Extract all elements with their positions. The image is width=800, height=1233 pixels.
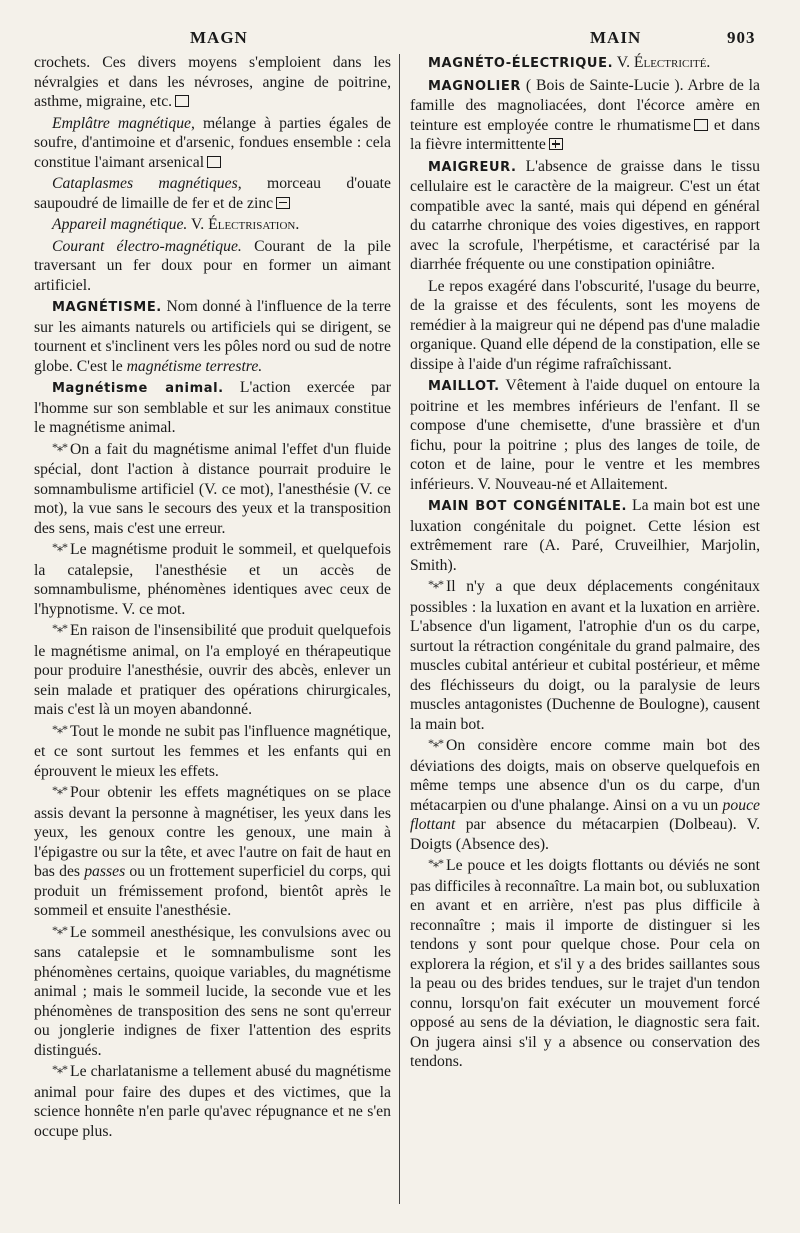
entry: MAIN BOT CONGÉNITALE. La main bot est une luxation congénitale du poignet. Cette lésion est extrêmement rare (A. Paré, Cruveilhier, Marjolin, Smith). (410, 497, 760, 574)
term: Appareil magnétique. (52, 216, 188, 233)
paragraph: Courant électro-magnétique. Courant de la pile traversant un fer doux pour en former un aimant artificiel. (34, 237, 391, 294)
entry: MAIGREUR. L'absence de graisse dans le tissu cellulaire est le caractère de la maigreur. C'est un état compatible avec la santé, mais qui dépend en général du catarrhe chronique des voies digestives, en rapport avec la scrofule, l'herpétisme, et caractérisé par la diarrhée fréquente ou une constipation opiniâtre. (410, 157, 760, 273)
right-running-title: MAIN (590, 28, 642, 47)
running-header (30, 28, 770, 52)
paragraph: *⁎* Tout le monde ne subit pas l'influence magnétique, et ce sont surtout les femmes et les enfants qui en éprouvent le mieux les effets. (34, 721, 391, 780)
paragraph: *⁎* Pour obtenir les effets magnétiques on se place assis devant la personne à magnétiser, les yeux dans les yeux, les genoux contre les genoux, une main à l'épigastre ou sur la tête, et avec l'autre on fait de haut en bas des passes ou un frottement superficiel du corps, qui produit un frémissement profond, bientôt après le sommeil et ensuite l'anesthésie. (34, 783, 392, 919)
asterism-icon: *⁎* (428, 577, 443, 591)
asterism-icon: *⁎* (428, 856, 443, 870)
left-running-title: MAGN (190, 28, 248, 47)
asterism-icon: *⁎* (52, 783, 67, 797)
asterism-icon: *⁎* (52, 922, 67, 937)
paragraph: *⁎* En raison de l'insensibilité que produit quelquefois le magnétisme animal, on l'a employé en thérapeutique pour produire l'anesthésie, ouvrir des abcès, enlever un sein malade et pratiquer des opérations chirurgicales, mais c'est là un moyen abandonné. (34, 621, 391, 718)
headword: MAIN BOT CONGÉNITALE. (428, 499, 628, 514)
paragraph: Emplâtre magnétique, mélange à parties égales de soufre, d'antimoine et d'arsenic, fondues ensemble : cela constitue l'aimant arsenical (34, 114, 392, 171)
empty-square-symbol-icon (175, 95, 189, 107)
asterism-icon: *⁎* (428, 736, 443, 750)
entry: MAGNOLIER ( Bois de Sainte-Lucie ). Arbre de la famille des magnoliacées, dont l'écorce amère en teinture est employée contre le rhumatisme et dans la fièvre intermittente (410, 76, 761, 153)
asterism-icon: *⁎* (52, 1062, 67, 1076)
left-column (34, 53, 391, 1143)
paragraph: Cataplasmes magnétiques, morceau d'ouate saupoudré de limaille de fer et de zinc (34, 175, 391, 212)
asterism-icon: *⁎* (52, 540, 67, 554)
headword: MAIGREUR. (428, 159, 517, 175)
term: Cataplasmes magnétiques (52, 175, 238, 192)
term: passes (84, 863, 126, 880)
paragraph: *⁎* Le sommeil anesthésique, les convulsions avec ou sans catalepsie et le somnambulisme sont les phénomènes certains, quoique variables, du magnétisme animal ; mais le sommeil lucide, la seconde vue et les phénomènes de transposition des sens ne sont qu'erreur ou jonglerie indignes de fixer l'attention des esprits distingués. (34, 922, 391, 1059)
paragraph: *⁎* Le pouce et les doigts flottants ou déviés ne sont pas difficiles à reconnaître. La main bot, ou subluxation en avant et en arrière, n'est pas plus difficile à reconnaître ; mais il importe de distinguer si les tendons y sont pour quelque chose. Pour cela on explorera la région, et s'il y a des brides saillantes sous la peau ou des brides tendues, sur le trajet d'un tendon connu, lorsqu'on fait exécuter un mouvement forcé opposé au sens de la déviation, le diagnostic sera fait. On jugera ainsi s'il y a absence ou conservation des tendons. (410, 856, 760, 1070)
page-number: 903 (727, 28, 756, 47)
asterism-icon: *⁎* (52, 721, 67, 736)
minus-square-symbol-icon (276, 197, 290, 209)
asterism-icon: *⁎* (52, 621, 67, 635)
paragraph: *⁎* On a fait du magnétisme animal l'effet d'un fluide spécial, dont l'action à distance pourrait produire le somnambulisme artificiel (V. ce mot), l'anesthésie (V. ce mot), la vue sans le secours des yeux et la transposition des sens, mais c'est une erreur. (34, 439, 391, 537)
column-divider (399, 54, 400, 1204)
paragraph: *⁎* Le magnétisme produit le sommeil, et quelquefois la catalepsie, l'anesthésie et un accès de somnambulisme, phénomènes identiques avec ceux de l'hypnotisme. V. ce mot. (34, 540, 391, 618)
headword: MAGNOLIER (428, 78, 522, 94)
term: Courant électro-magnétique. (52, 237, 242, 255)
entry: MAGNÉTO-ÉLECTRIQUE. V. Électricité. (428, 54, 711, 71)
entry: Magnétisme animal. L'action exercée par l'homme sur son semblable et sur les animaux constitue le magnétisme animal. (34, 379, 391, 436)
entry: MAGNÉTISME. Nom donné à l'influence de la terre sur les aimants naturels ou artificiels qui se dirigent, se tournent et s'inclinent vers les pôles nord ou sud de notre globe. C'est le magnétisme terrestre. (34, 298, 391, 375)
entry: MAILLOT. Vêtement à l'aide duquel on entoure la poitrine et les membres inférieurs de l'enfant. Il se compose d'une chemisette, d'une brassière et d'un fichu, pour la poitrine ; plus des langes de toile, de coton et de laine, pour le ventre et les membres inférieurs. V. Nouveau-né et Allaitement. (410, 377, 760, 493)
asterism-icon: *⁎* (52, 439, 67, 454)
empty-square-symbol-icon (694, 119, 708, 131)
term: Emplâtre magnétique (52, 114, 192, 132)
headword: MAGNÉTO-ÉLECTRIQUE. (428, 56, 614, 71)
subheadword: Magnétisme animal. (52, 381, 224, 396)
headword: MAILLOT. (428, 379, 500, 394)
plus-square-symbol-icon (549, 138, 563, 150)
headword: MAGNÉTISME. (52, 300, 162, 315)
term: magnétisme terrestre. (126, 357, 263, 375)
paragraph: *⁎* Le charlatanisme a tellement abusé du magnétisme animal pour faire des dupes et des victimes, que la science honnête n'en parle qu'avec répugnance et ne s'en occupe plus. (34, 1062, 391, 1140)
paragraph: Appareil magnétique. V. Électrisation. (52, 216, 300, 233)
paragraph: *⁎* On considère encore comme main bot des déviations des doigts, mais on observe quelquefois en même temps une absence d'un os du carpe, d'un métacarpien ou d'une phalange. Ainsi on a vu un pouce flottant par absence du métacarpien (Dolbeau). V. Doigts (Absence des). (410, 736, 760, 853)
paragraph: *⁎* Il n'y a que deux déplacements congénitaux possibles : la luxation en avant et la luxation en arrière. L'absence d'un ligament, l'atrophie d'un os du carpe, surtout la rétraction congénitale du grand palmaire, des muscles cubital antérieur et cubital postérieur, et même des fléchisseurs du doigt, ou la paralysie de leurs muscles antagonistes (Duchenne de Boulogne), causent la main bot. (410, 577, 760, 733)
right-column (410, 53, 760, 1074)
paragraph: Le repos exagéré dans l'obscurité, l'usage du beurre, de la graisse et des féculents, sont les moyens de remédier à la maigreur qui ne dépend pas d'une maladie organique. Quand elle dépend de la constipation, elle se dissipe à l'aide d'un régime rafraîchissant. (410, 277, 760, 373)
paragraph: crochets. Ces divers moyens s'emploient dans les névralgies et dans les névroses, angine de poitrine, asthme, migraine, etc. (34, 54, 391, 110)
term: pouce flottant (410, 796, 760, 833)
empty-square-symbol-icon (207, 156, 221, 168)
